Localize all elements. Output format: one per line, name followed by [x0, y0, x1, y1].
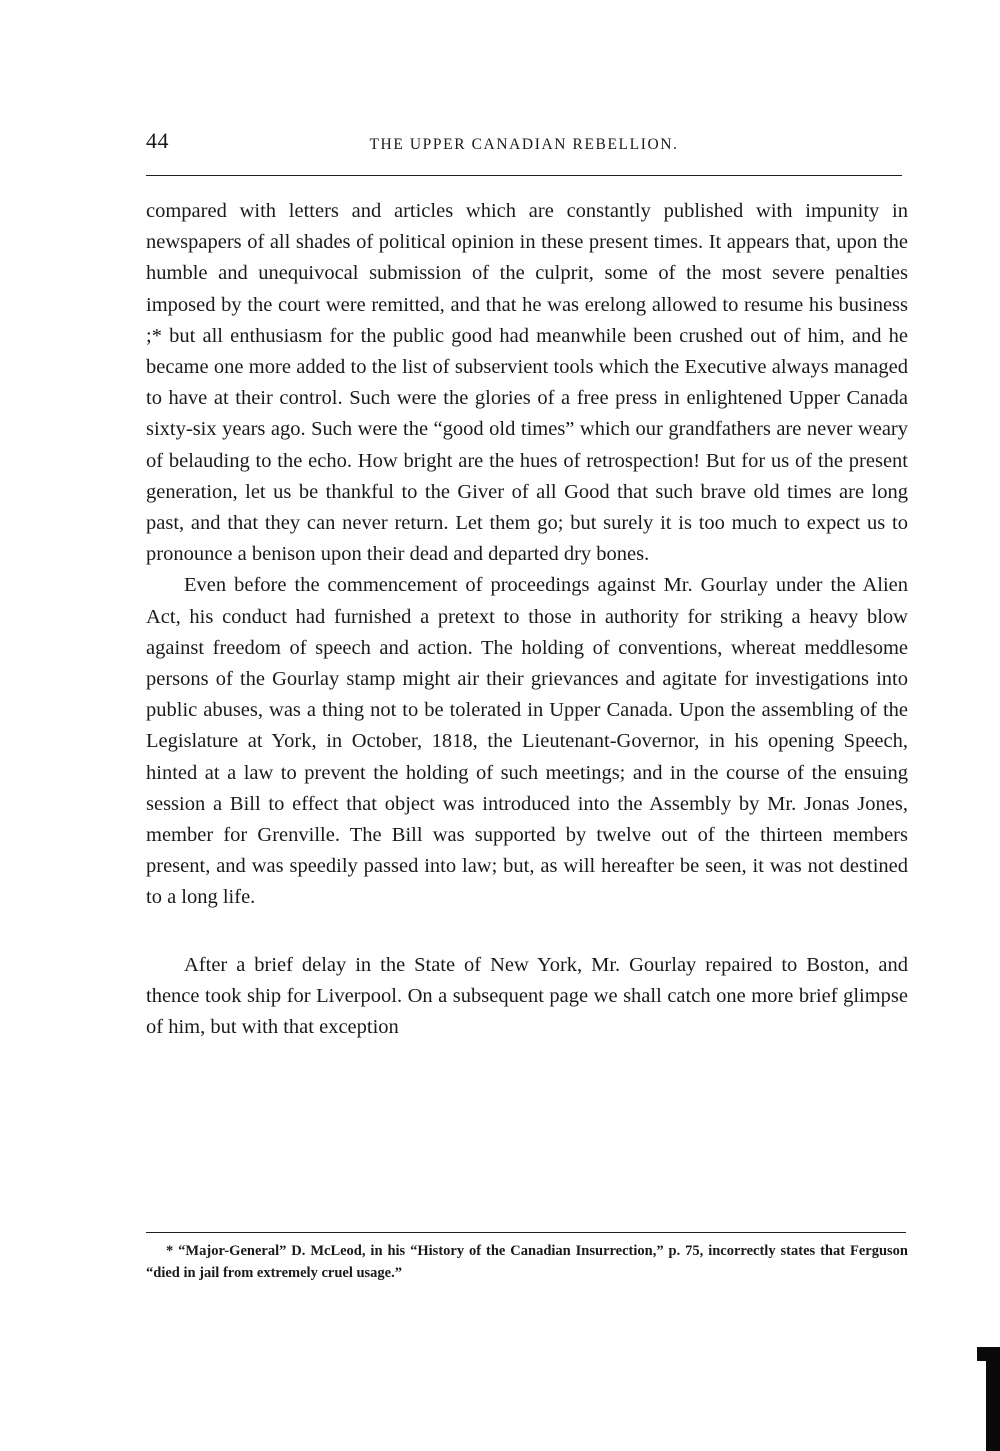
- page-edge-mark-top: [977, 1347, 1000, 1361]
- paragraph-2: Even before the commencement of proceedings against Mr. Gourlay under the Alien Act, his conduct had furnished a pretext to those in authority for striking a heavy blow against freedom of speech and action. The holding of conventions, whereat meddlesome persons of the Gourlay stamp might air their grievances and agitate for investigations into public abuses, was a thing not to be tolerated in Upper Canada. Upon the assembling of the Legislature at York, in October, 1818, the Lieutenant-Governor, in his opening Speech, hinted at a law to prevent the holding of such meetings; and in the course of the ensuing session a Bill to effect that object was introduced into the Assembly by Mr. Jonas Jones, member for Grenville. The Bill was supported by twelve out of the thirteen members present, and was speedily passed into law; but, as will hereafter be seen, it was not destined to a long life.: [146, 574, 908, 909]
- footnote: * “Major-General” D. McLeod, in his “History of the Canadian Insurrection,” p. 75, incorrectly states that Ferguson “died in jail from extremely cruel usage.”: [146, 1243, 908, 1281]
- running-title: THE UPPER CANADIAN REBELLION.: [369, 136, 679, 153]
- paragraph-3: After a brief delay in the State of New York, Mr. Gourlay repaired to Boston, and thence took ship for Liverpool. On a subsequent page we shall catch one more brief glimpse of him, but with that exception: [146, 953, 908, 1039]
- page-edge-mark: [986, 1347, 1000, 1451]
- main-text: [146, 196, 908, 1043]
- page-number: 44: [146, 128, 169, 153]
- paragraph-1: compared with letters and articles which are constantly published with impunity in newspapers of all shades of political opinion in these present times. It appears that, upon the humble and unequivocal submission of the culprit, some of the most severe penalties imposed by the court were remitted, and that he was erelong allowed to resume his business ;* but all enthusiasm for the public good had meanwhile been crushed out of him, and he became one more added to the list of subservient tools which the Executive always managed to have at their control. Such were the glories of a free press in enlightened Upper Canada sixty-six years ago. Such were the “good old times” which our grandfathers are never weary of belauding to the echo. How bright are the hues of retrospection! But for us of the present generation, let us be thankful to the Giver of all Good that such brave old times are long past, and that they can never return. Let them go; but surely it is too much to expect us to pronounce a benison upon their dead and departed dry bones.: [146, 200, 908, 566]
- header-rule: [146, 175, 902, 176]
- footnote-rule: [146, 1232, 906, 1233]
